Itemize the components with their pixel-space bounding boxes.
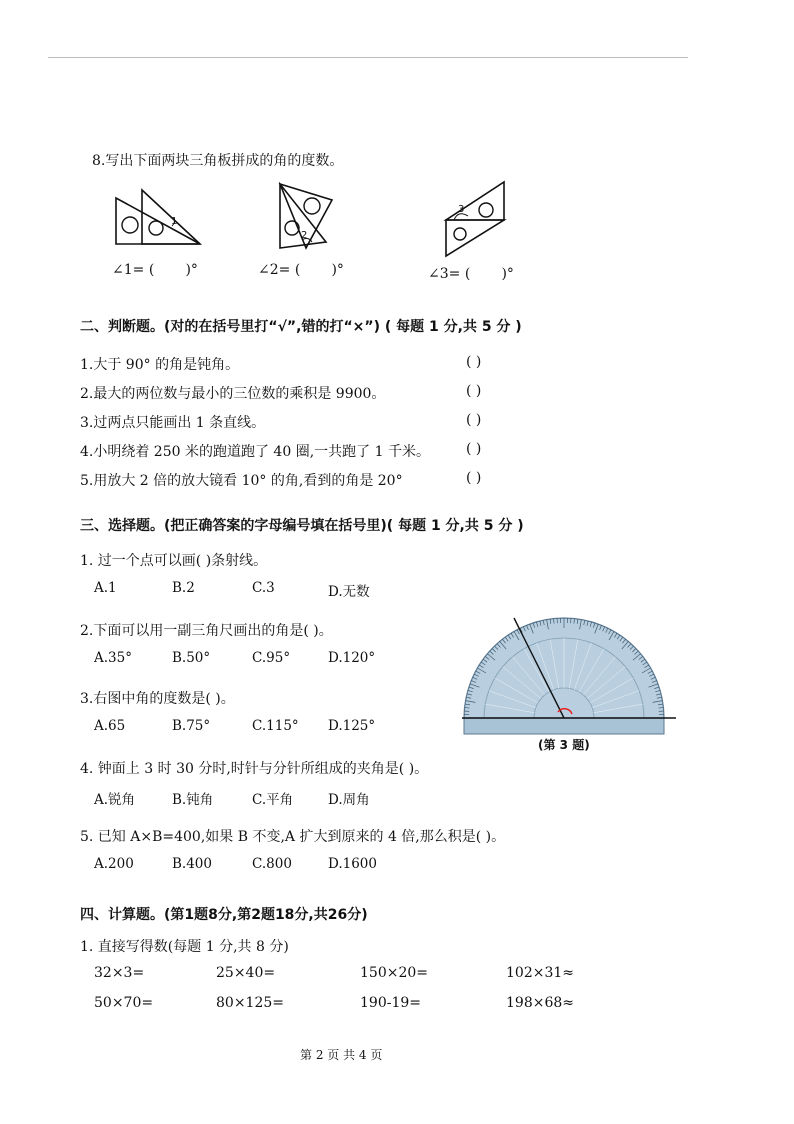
- calc-5: 50×70=: [94, 995, 154, 1011]
- angle-2-answer: ∠2= ( )°: [258, 262, 344, 278]
- calc-sub1-title: 1. 直接写得数(每题 1 分,共 8 分): [80, 939, 289, 955]
- option-a[interactable]: A.35°: [94, 650, 132, 666]
- angle-1-answer: ∠1= ( )°: [112, 262, 198, 278]
- figure-caption: (第 3 题): [538, 738, 590, 752]
- judge-item-4: 4.小明绕着 250 米的跑道跑了 40 圈,一共跑了 1 千米。: [80, 444, 430, 460]
- calc-1: 32×3=: [94, 965, 145, 981]
- option-b[interactable]: B.75°: [172, 718, 211, 734]
- angle-3-answer: ∠3= ( )°: [428, 266, 514, 282]
- option-d[interactable]: D.周角: [328, 792, 370, 808]
- calc-7: 190-19=: [360, 995, 421, 1011]
- option-c[interactable]: C.平角: [252, 792, 294, 808]
- section-3-heading: 三、选择题。(把正确答案的字母编号填在括号里)( 每题 1 分,共 5 分 ): [80, 518, 524, 534]
- calc-8: 198×68≈: [506, 995, 574, 1011]
- choice-question-1: 1. 过一个点可以画( )条射线。: [80, 553, 268, 569]
- option-c[interactable]: C.3: [252, 580, 275, 596]
- mark-1: 1: [171, 216, 178, 227]
- judge-blank-2[interactable]: ( ): [466, 383, 482, 399]
- triangle-figure-2: [270, 180, 340, 250]
- choice-question-4: 4. 钟面上 3 时 30 分时,时针与分针所组成的夹角是( )。: [80, 761, 429, 777]
- option-d[interactable]: D.1600: [328, 856, 377, 872]
- page-footer: 第 2 页 共 4 页: [300, 1048, 383, 1062]
- option-a[interactable]: A.65: [94, 718, 126, 734]
- top-rule: [48, 57, 688, 58]
- triangle-figure-1: [108, 188, 208, 252]
- choice-question-2: 2.下面可以用一副三角尺画出的角是( )。: [80, 623, 333, 639]
- section-2-heading: 二、判断题。(对的在括号里打“√”,错的打“×”) ( 每题 1 分,共 5 分 ): [80, 319, 522, 335]
- option-b[interactable]: B.2: [172, 580, 195, 596]
- section-4-heading: 四、计算题。(第1题8分,第2题18分,共26分): [80, 907, 368, 923]
- judge-item-1: 1.大于 90° 的角是钝角。: [80, 357, 240, 373]
- option-a[interactable]: A.200: [94, 856, 134, 872]
- option-b[interactable]: B.钝角: [172, 792, 214, 808]
- calc-2: 25×40=: [216, 965, 276, 981]
- calc-4: 102×31≈: [506, 965, 574, 981]
- triangle-figure-3: [440, 180, 520, 260]
- option-b[interactable]: B.50°: [172, 650, 211, 666]
- protractor-figure: [462, 610, 678, 740]
- option-c[interactable]: C.95°: [252, 650, 291, 666]
- judge-blank-4[interactable]: ( ): [466, 441, 482, 457]
- calc-3: 150×20=: [360, 965, 428, 981]
- judge-blank-5[interactable]: ( ): [466, 470, 482, 486]
- judge-item-3: 3.过两点只能画出 1 条直线。: [80, 415, 266, 431]
- judge-item-2: 2.最大的两位数与最小的三位数的乘积是 9900。: [80, 386, 386, 402]
- judge-item-5: 5.用放大 2 倍的放大镜看 10° 的角,看到的角是 20°: [80, 473, 403, 489]
- choice-question-5: 5. 已知 A×B=400,如果 B 不变,A 扩大到原来的 4 倍,那么积是( )。: [80, 829, 506, 845]
- mark-2: 2: [301, 230, 308, 241]
- calc-6: 80×125=: [216, 995, 284, 1011]
- option-d[interactable]: D.无数: [328, 584, 370, 600]
- option-a[interactable]: A.1: [94, 580, 117, 596]
- choice-question-3: 3.右图中角的度数是( )。: [80, 691, 235, 707]
- judge-blank-1[interactable]: ( ): [466, 354, 482, 370]
- mark-3: 3: [458, 204, 465, 215]
- option-c[interactable]: C.800: [252, 856, 292, 872]
- option-b[interactable]: B.400: [172, 856, 212, 872]
- option-d[interactable]: D.120°: [328, 650, 376, 666]
- q8-title: 8.写出下面两块三角板拼成的角的度数。: [92, 153, 344, 169]
- option-a[interactable]: A.锐角: [94, 792, 136, 808]
- option-c[interactable]: C.115°: [252, 718, 299, 734]
- option-d[interactable]: D.125°: [328, 718, 376, 734]
- judge-blank-3[interactable]: ( ): [466, 412, 482, 428]
